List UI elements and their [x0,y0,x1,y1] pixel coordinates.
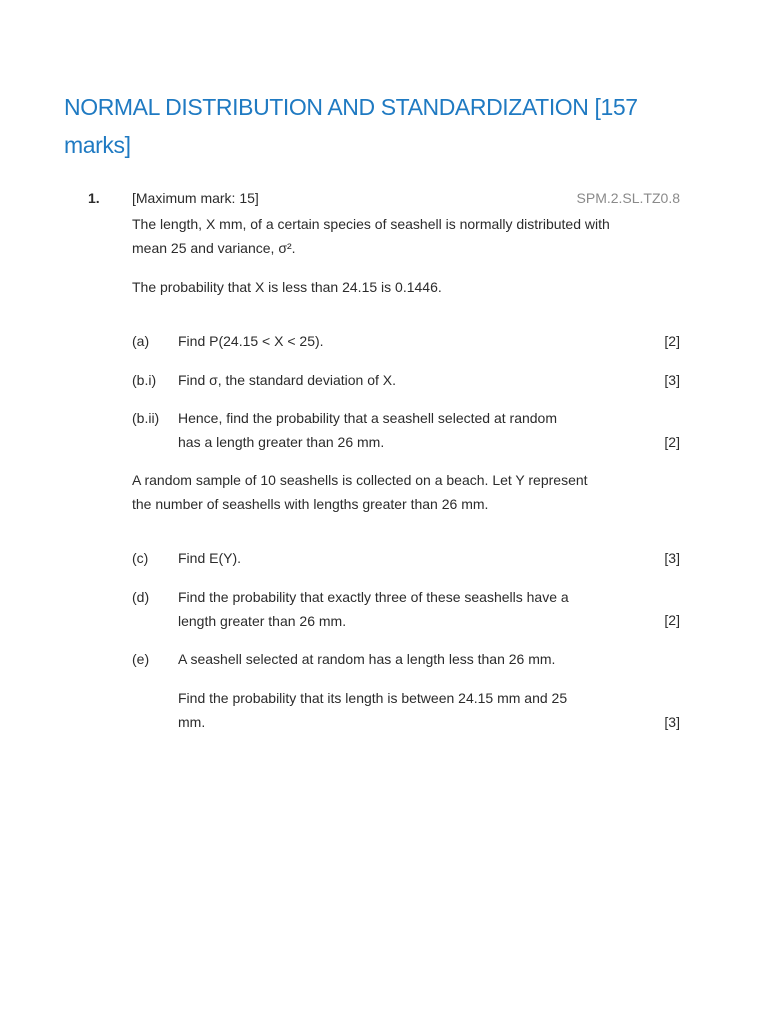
part-marks-d: [2] [664,612,680,628]
part-marks-c: [3] [664,550,680,566]
question-stem-line-2: mean 25 and variance, σ². [132,240,296,256]
part-text-e: A seashell selected at random has a length less than 26 mm. [178,651,556,667]
question-stem-line-1: The length, X mm, of a certain species of seashell is normally distributed with [132,216,610,232]
part-marks-a: [2] [664,333,680,349]
part-text-b-i: Find σ, the standard deviation of X. [178,372,396,388]
part-label-b-i: (b.i) [132,372,157,388]
part-text-a: Find P(24.15 < X < 25). [178,333,324,349]
part-label-e: (e) [132,651,150,667]
sample-context: A random sample of 10 seashells is collected on a beach. Let Y represent the number of seashells with lengths greater than 26 mm. [132,472,588,512]
part-label-d: (d) [132,589,150,605]
question-max-mark: [Maximum mark: 15] [132,190,259,206]
part-text-c: Find E(Y). [178,550,242,566]
question-code: SPM.2.SL.TZ0.8 [576,190,680,206]
part-label-a: (a) [132,333,150,349]
part-label-c: (c) [132,550,149,566]
part-marks-b-i: [3] [664,372,680,388]
title-main: NORMAL DISTRIBUTION AND STANDARDIZATION [64,94,589,120]
part-label-b-ii: (b.ii) [132,410,160,426]
page-title [64,88,684,164]
part-text-b-ii: Hence, find the probability that a seashell selected at random has a length greater than 26 mm. [178,410,558,450]
part-text-e-find: Find the probability that its length is between 24.15 mm and 25 mm. [178,690,568,730]
question-number: 1. [88,190,100,206]
question-stem-probability: The probability that X is less than 24.15 is 0.1446. [132,279,442,295]
part-marks-b-ii: [2] [664,434,680,450]
title-marks: [157 marks] [64,94,638,158]
part-marks-e: [3] [664,714,680,730]
part-text-d: Find the probability that exactly three of these seashells have a length greater than 26 mm. [178,589,569,629]
